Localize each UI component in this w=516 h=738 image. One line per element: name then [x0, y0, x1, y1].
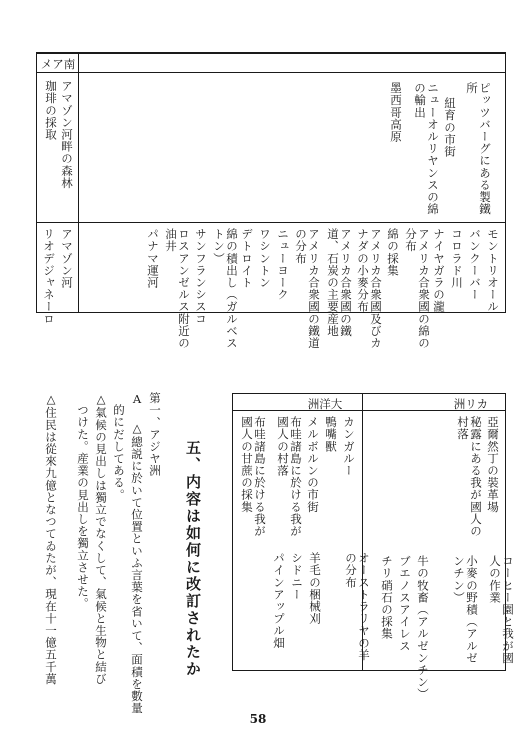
top-table-row-rule	[36, 222, 506, 223]
bt-argentina-tannery: 亞爾然丁の裝革場	[486, 416, 500, 513]
mid-right-montreal: モントリオール	[486, 228, 500, 313]
bt-hawaii-village: 布哇諸島に於ける我が國人の村落	[276, 416, 303, 537]
mid-right-colorado: コロラド川	[450, 228, 464, 289]
bt-pineapple: パインアップル畑	[272, 552, 286, 649]
bottom-table-left-border	[232, 393, 233, 670]
mid-right-cotton-dist: アメリカ合衆國の綿の分布	[404, 228, 431, 349]
mid-right-vancouver: バンクーバー	[468, 228, 482, 301]
top-table-right-border	[505, 52, 506, 312]
bt-chile-nitrate: チリ硝石の採集	[380, 555, 394, 640]
bt-australia-sheep: オーストラリヤの羊の分布	[344, 552, 371, 661]
top-cell-coffee: 珈琲の採取	[44, 80, 58, 141]
subsection-title: 第一、アジヤ洲	[148, 392, 162, 477]
mid-right-washington: ワシントン	[258, 228, 272, 289]
mid-right-railway-dist: アメリカ合衆國の鐵道の分布	[294, 228, 321, 349]
bottom-table-top-rule	[232, 393, 506, 394]
top-table-header-rule	[36, 72, 506, 73]
top-cell-pittsburgh: ピッツバーグにある製鐵所	[465, 82, 492, 216]
bt-coffee-farm: コーヒー園と我が國人の作業	[488, 555, 515, 664]
bt-kangaroo: カンガルー	[342, 416, 356, 477]
bt-platypus: 鴨嘴獸	[324, 416, 338, 453]
bottom-table-header-right: 洲リカ	[453, 397, 489, 411]
mid-right-panama: パナマ運河	[146, 228, 160, 289]
mid-right-newyork: ニューヨーク	[276, 228, 290, 301]
mid-right-la-oil: ロスアンゼルス附近の油井	[164, 228, 191, 349]
paragraph-c-line1: △住民は從來九億となつてゐたが、現在十一億五千萬	[44, 392, 58, 685]
mid-right-sanfrancisco: サンフランシスコ	[194, 228, 208, 325]
page-number: 58	[249, 712, 267, 726]
bt-wheat-stack: 小麥の野積（アルゼンチン）	[452, 555, 479, 664]
paragraph-b-line2: つけた。産業の見出しを獨立させた。	[76, 404, 90, 610]
mid-right-cotton-pick: 綿の採集	[386, 228, 400, 277]
mid-right-detroit: デトロイト	[240, 228, 254, 289]
bt-peru-village: 秘露にある我が國人の村落	[456, 416, 483, 537]
section-heading: 五、内容は如何に改訂されたか	[184, 440, 202, 678]
bt-buenos-aires: ブエノスアイレス	[398, 555, 412, 652]
mid-right-railway-coal: アメリカ合衆國の鐵道、石炭の主要産地	[326, 228, 353, 337]
mid-left-rio: リオデジャネーロ	[42, 228, 56, 325]
top-table-top-rule	[36, 52, 506, 54]
mid-right-niagara: ナイヤガラの瀧	[432, 228, 446, 313]
mid-left-amazon: アマゾン河	[60, 228, 74, 289]
bottom-table-bottom-rule	[232, 670, 506, 671]
top-cell-neworleans: ニューオルリヤンスの綿の輸出	[413, 82, 440, 216]
top-table-col-divider	[78, 52, 79, 312]
bt-sydney: シドニー	[290, 552, 304, 601]
mid-right-wheat: アメリカ合衆國及びカナダの小麥分布	[356, 228, 383, 349]
bt-wool-shearing: 羊毛の梱械刈	[308, 552, 322, 625]
top-cell-amazon-forest: アマゾン河畔の森林	[60, 80, 74, 189]
top-cell-mexico: 墨西哥高原	[389, 82, 403, 143]
bt-cattle: 牛の牧畜（アルゼンチン）	[416, 555, 430, 701]
paragraph-a-line1: A △總説に於いて位置といふ言葉を省いて、面積を數量	[130, 392, 144, 715]
paragraph-a-line2: 的にだしてある。	[112, 404, 126, 501]
top-table-header: メア南	[40, 57, 76, 71]
mid-right-galveston: 綿の積出し（ガルベストン）	[212, 228, 239, 349]
bt-hawaii-sugar: 布哇諸島に於ける我が國人の甘蔗の採集	[240, 416, 267, 537]
top-cell-newyork-street: 紐育の市街	[443, 97, 457, 158]
bottom-table-header-left: 洲洋大	[307, 397, 343, 411]
top-table-left-border	[36, 52, 37, 312]
bt-melbourne: メルボルンの市街	[306, 416, 320, 513]
paragraph-b-line1: △氣候の見出しは獨立でなくして、氣候と生物と結び	[94, 392, 108, 685]
